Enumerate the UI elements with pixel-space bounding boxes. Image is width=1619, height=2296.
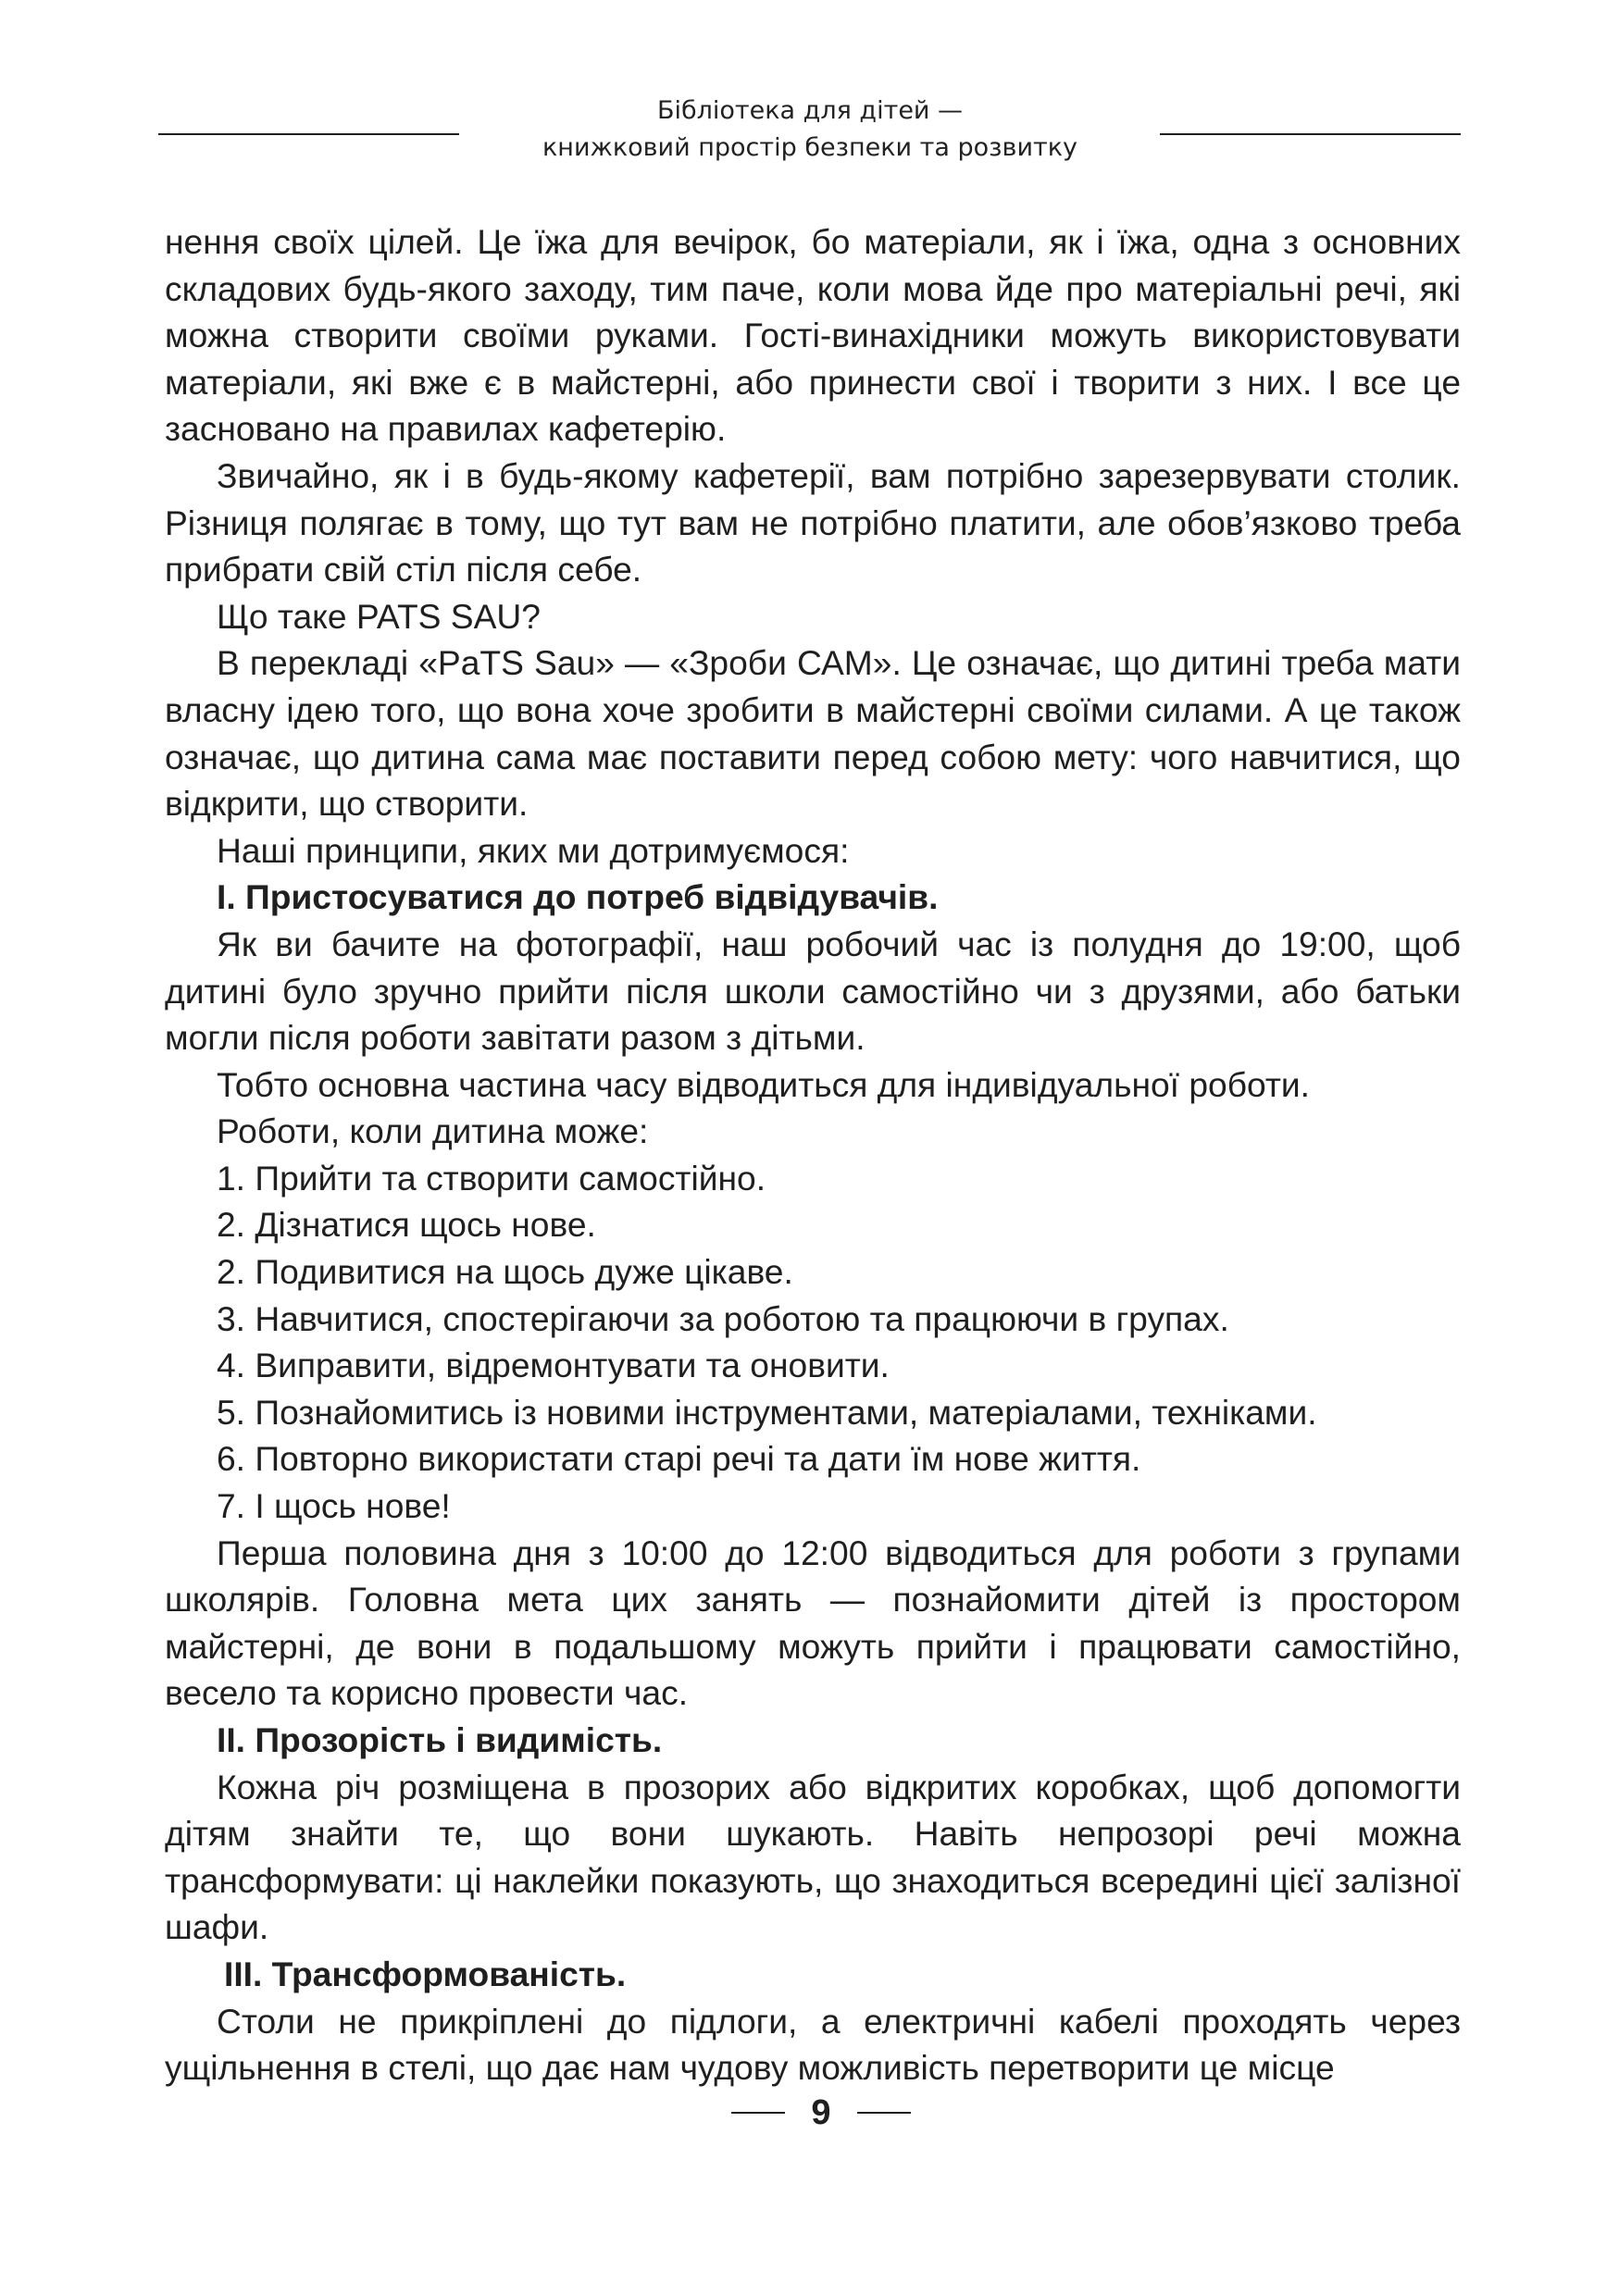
footer-dash-left [731,2112,785,2114]
list-item: 7. І щось нове! [217,1486,451,1526]
paragraph-morning-groups: Перша половина дня з 10:00 до 12:00 відводиться для роботи з групами школярів. Головна мета цих занять — познайомити дітей із простором майстерні, де вони в подальшому можуть прийти і працювати самостійно, весело та корисно провести час. [165,1533,1461,1713]
list-item: 6. Повторно використати старі речі та дати їм нове життя. [217,1439,1141,1479]
header-line-1: Бібліотека для дітей — [656,96,964,125]
running-header [0,93,1619,176]
header-line-2: книжковий простір безпеки та розвитку [542,133,1078,162]
paragraph-translation: В перекладі «PaTS Sau» — «Зроби САМ». Це означає, що дитині треба мати власну ідею того, що вона хоче зробити в майстерні своїми силами. А це також означає, що дитина сама має поставити перед собою мету: чого навчитися, що відкрити, що створити. [165,643,1461,824]
paragraph-working-hours: Як ви бачите на фотографії, наш робочий час із полудня до 19:00, щоб дитині було зручно прийти після школи самостійно чи з друзями, або батьки могли після роботи завітати разом з дітьми. [165,924,1461,1058]
header-title [481,93,1139,167]
page-body [165,218,1461,2091]
page-footer [0,2090,1619,2136]
page-number: 9 [811,2093,831,2132]
list-item: 2. Дізнатися щось нове. [217,1205,596,1245]
header-rule-left [158,133,459,135]
list-item: 3. Навчитися, спостерігаючи за роботою та працюючи в групах. [217,1298,1229,1338]
footer-dash-right [857,2112,911,2114]
paragraph-principles-intro: Наші принципи, яких ми дотримуємося: [217,830,850,870]
heading-principle-2: ІІ. Прозорість і видимість. [217,1720,663,1759]
paragraph-reservation: Звичайно, як і в будь-якому кафетерії, вам потрібно зарезервувати столик. Різниця полягає в тому, що тут вам не потрібно платити, але обов’язково треба прибрати свій стіл після себе. [165,455,1461,590]
header-rule-right [1160,133,1461,135]
list-item: 2. Подивитися на щось дуже цікаве. [217,1252,793,1292]
list-item: 5. Познайомитись із новими інструментами, матеріалами, техніками. [217,1392,1317,1432]
list-item: 1. Прийти та створити самостійно. [217,1158,766,1198]
paragraph-continuation: нення своїх цілей. Це їжа для вечірок, бо матеріали, як і їжа, одна з основних складових будь-якого заходу, тим паче, коли мова йде про матеріальні речі, які можна створити своїми руками. Гості-винахідники можуть використовувати матеріали, які вже є в майстерні, або принести свої і творити з них. І все це засновано на правилах кафетерію. [165,222,1461,449]
heading-principle-3: ІІІ. Трансформованість. [224,1954,627,1993]
list-item: 4. Виправити, відремонтувати та оновити. [217,1346,890,1385]
paragraph-question: Що таке PATS SAU? [217,596,541,636]
paragraph-child-can: Роботи, коли дитина може: [217,1111,649,1151]
paragraph-transparency: Кожна річ розміщена в прозорих або відкритих коробках, щоб допомогти дітям знайти те, що вони шукають. Навіть непрозорі речі можна трансформувати: ці наклейки показують, що знаходиться всередині цієї залізної шафи. [165,1767,1461,1947]
paragraph-individual-work: Тобто основна частина часу відводиться для індивідуальної роботи. [217,1064,1310,1104]
heading-principle-1: І. Пристосуватися до потреб відвідувачів. [217,877,939,917]
paragraph-transformability: Столи не прикріплені до підлоги, а електричні кабелі проходять через ущільнення в стелі, що дає нам чудову можливість перетворити це місце [165,2001,1461,2088]
